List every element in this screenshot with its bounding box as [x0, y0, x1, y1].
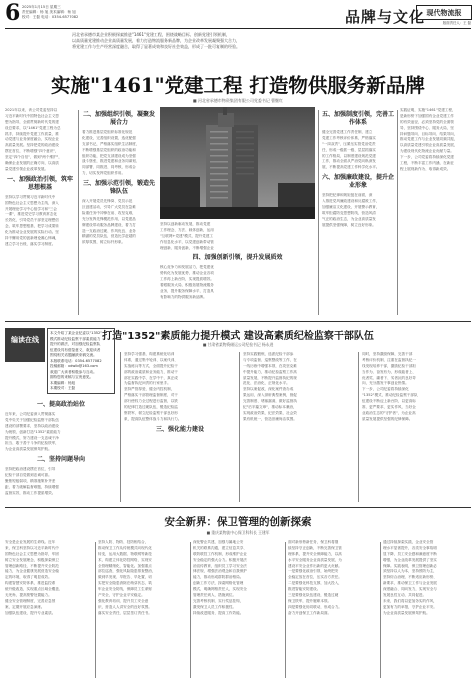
- text-line: 本期编辑：杨旭: [50, 380, 76, 385]
- article3-byline: ■ 重庆某物流中心保卫科科长 王建军: [206, 530, 270, 535]
- text-line: "互联网+党建"模式，提升党建工: [160, 233, 214, 238]
- text-line: 化为推动企业发展的实际行动。坚: [5, 230, 59, 235]
- text-line: 推动党建工作与企业发展同频共振，: [400, 137, 458, 142]
- text-line: 发展良性互动，共同促进。: [383, 593, 427, 598]
- article2-column-1: [5, 398, 117, 504]
- text-line: 一线历练中增强本领，在攻坚克难: [243, 363, 297, 368]
- text-line: 水平安全服务企业高质量发展，为: [288, 557, 342, 562]
- text-line: 深入开展党员先锋岗、党员示范: [82, 199, 133, 204]
- text-line: 精湛的党员队伍，营造比学赶超的: [82, 234, 136, 239]
- article1-column-5: [400, 108, 472, 318]
- text-line: 为企业高质量发展保驾护航。: [383, 610, 430, 615]
- text-line: 着力推进基层党组织标准化规范: [82, 130, 133, 134]
- text-line: 聚焦短板弱项，精准施策补齐差: [5, 479, 56, 484]
- text-line: 建设的部署要求，坚持以政治建设: [5, 423, 59, 428]
- text-line: 四是要强化协同联动，形成合力。: [288, 604, 342, 609]
- column-rule: [358, 352, 359, 502]
- text-line: 2021年以来，该公司党委坚持以: [5, 108, 58, 112]
- text-line: 本文介绍了某企业纪委以"1352": [50, 331, 102, 335]
- article3-column-3: [193, 540, 283, 680]
- text-line: 向，充分激发干事创业热情。: [362, 381, 409, 386]
- text-line: 术，构建立体化防控网络，实现安: [98, 557, 152, 562]
- text-line: 作信息化水平，以党建创新带动管: [160, 239, 214, 244]
- text-line: 展提供坚强保障，树立良好形象。: [322, 222, 376, 227]
- text-line: 筑牢拒腐防变思想防线，营造风清: [322, 210, 376, 215]
- text-line: 增强，为企业改革发展提供了坚实: [383, 557, 437, 562]
- text-line: 工作，推动全面从严治党向纵深发: [322, 159, 376, 164]
- text-line: 党中央关于加强纪检监察干部队伍: [5, 417, 59, 422]
- article1-headline: 实施"1461"党建工程 打造物供服务新品牌: [51, 74, 425, 97]
- text-line: 的纪律打造过硬队伍，锻造纪检监: [124, 405, 178, 410]
- article1-subhead-1: 一、加强政治引领，筑牢思想根基: [6, 175, 73, 191]
- text-line: 一课"，推进党史学习教育常态化: [5, 212, 57, 217]
- article2-subhead-1: 一、提高政治站位: [36, 401, 85, 408]
- text-line: 是新形势下加强国有企业党建工作: [400, 113, 454, 118]
- text-line: 质量发展，不断提升监督执纪的规: [243, 375, 297, 380]
- text-line: 显下降，员工安全感和满意度不断: [383, 551, 437, 556]
- text-line: 伍建设具有借鉴意义，欢迎读者: [50, 347, 101, 352]
- text-line: 核心竞争力和发展活力，把党建优: [160, 265, 214, 270]
- building-photo: [160, 107, 315, 219]
- text-line: 坚持以创新驱动发展，推动党建: [160, 222, 211, 226]
- text-line: 党建工作考核评价体系，严格落实: [322, 135, 376, 140]
- text-line: 推动保卫工作从传统模式向现代化: [98, 545, 152, 550]
- text-line: 实践证明，实施"1461"党建工程，: [400, 108, 456, 112]
- building-photo-graphic: [160, 107, 315, 219]
- text-line: 面对新形势新任务，保卫科将继: [288, 540, 339, 544]
- text-line: 伍建设不断迈上新台阶，以更高标: [362, 399, 416, 404]
- newspaper-name: 现代物流报: [416, 5, 472, 20]
- text-line: 体系，通过集中轮训、以案代训、: [124, 357, 178, 362]
- article3-column-4: [288, 540, 378, 680]
- text-line: 加强廉洁文化建设，开展警示教育，: [322, 205, 380, 210]
- text-line: 强化教育培训，提升员工安全意: [98, 598, 149, 603]
- text-line: 落实安全责任，层层签订责任书。: [98, 610, 152, 615]
- text-line: 机关的联系沟通，建立信息共享、: [193, 545, 247, 550]
- text-line: 二是要强化科技支撑，加大投入，: [288, 581, 342, 586]
- text-line: 长效化，引导党员干部坚定理想信: [5, 218, 59, 223]
- text-line: 量党建引领企业改革发展。: [5, 166, 49, 171]
- text-line: 完善制度、堵塞漏洞，做好监督执: [243, 399, 297, 404]
- text-line: 展，不断提高党建工作科学化水平。: [322, 165, 380, 170]
- text-line: 质量发展提供坚强的纪律保障。: [362, 416, 413, 421]
- text-line: 纪检干部自觉做到忠诚可靠。: [5, 473, 52, 478]
- article-divider: [5, 507, 471, 508]
- text-line: 果有机统一，营造崇廉尚洁氛围。: [243, 416, 297, 421]
- text-line: 期待您的来稿与宝贵意见。: [50, 375, 94, 379]
- text-line: 同时，坚持激励保障，完善干部: [362, 352, 413, 356]
- section-title: 品牌与文化: [345, 8, 426, 26]
- text-line: 定的环境，取得了明显成效。: [5, 575, 52, 580]
- article1-column-1: [5, 108, 75, 318]
- text-line: 案，定期开展应急演练。: [5, 604, 45, 609]
- text-line: 部的政治素质和业务能力，推动干: [124, 369, 178, 374]
- text-line: 来，保卫科坚持以习近平新时代中: [5, 545, 59, 550]
- text-line: 纪"后半篇文章"，推动标本兼治，: [243, 405, 297, 410]
- article3-column-5: [383, 540, 472, 680]
- column-rule: [120, 352, 121, 502]
- text-line: 能力，推动形成群防群治格局。: [193, 575, 244, 580]
- article1-subhead-4: 四、加强创新引领，提升发展质效: [192, 254, 283, 262]
- text-line: 安全稳定的强大合力。积极开展法: [193, 557, 247, 562]
- text-line: 近年来，公司纪委深入贯彻落实: [5, 412, 56, 416]
- text-line: 坚持人防、物防、技防相结合，: [98, 540, 149, 544]
- text-line: 浓厚氛围，树立标杆形象。: [82, 240, 126, 245]
- text-line: 更加有力的举措，守护企业平安。: [383, 604, 437, 609]
- text-line: 管理责任到人、措施到位。: [193, 593, 237, 598]
- text-line: 以高质量党建引领企业高质量发展，: [400, 143, 458, 148]
- text-line: 深化警企共建，加强与属地公安: [193, 540, 244, 544]
- text-line: 抓手，持续提升党建工作质量，推: [5, 131, 59, 136]
- text-line: 构建智慧安防体系，推进监控系: [5, 581, 56, 586]
- article2-column-2: [124, 352, 236, 504]
- page-editor: 版面责任人：王 磊: [442, 21, 471, 25]
- text-line: 本版联系电话：0354-6577082: [50, 358, 102, 363]
- text-line: 理水平显著提升，各类安全事故明: [383, 545, 437, 550]
- text-line: 下一步，公司纪委将持续深化: [362, 387, 409, 392]
- text-line: 优者奖、庸者下、劣者汰的良好导: [362, 375, 416, 380]
- text-line: 全管理精细化、智能化。加强重点: [98, 563, 152, 568]
- text-line: 摆在首位，不断增强"四个意识"，: [5, 149, 59, 154]
- text-line: 为监督执纪问责的行家里手。: [124, 381, 171, 386]
- text-line: 念，筑牢思想根基，把学习成果转: [5, 224, 59, 229]
- column-rule: [95, 542, 96, 678]
- text-line: 的有效途径，必须坚持党的全面领: [400, 119, 454, 124]
- text-line: 象，提高队伍整体战斗力和执行力。: [124, 416, 182, 421]
- article1-column-4: [322, 108, 394, 318]
- text-line: 入推进党风廉政建设和反腐败工作，: [322, 199, 380, 204]
- text-line: 严格落实干部管理监督制度，对干: [124, 393, 178, 398]
- page-meta: [22, 5, 78, 20]
- text-line: 与专项监督、巡察整改等工作，在: [243, 357, 297, 362]
- article2-column-4: [362, 352, 472, 504]
- text-line: 坚定"四个自信"，做到"两个维护"，: [5, 155, 62, 160]
- text-line: 持不懈用党的创新理论凝心铸魂，: [5, 236, 59, 241]
- text-line: 程上展现新作为、取得新成效。: [400, 166, 451, 171]
- article1-column-3: [160, 222, 315, 318]
- text-line: 树立安全发展理念，积极探索保卫: [5, 557, 59, 562]
- text-line: 支部书记，严格落实组织生活制度，: [82, 141, 140, 146]
- text-line: 国特色社会主义思想为主线，深入: [5, 200, 59, 205]
- text-line: 坚持以学习贯彻习近平新时代中: [5, 194, 56, 199]
- editor-note-label: 编读在线: [5, 328, 45, 362]
- text-line: 有影响力的物供服务新品牌。: [160, 294, 207, 299]
- text-line: 坚持综合治理，不断适应新形势、: [383, 575, 437, 580]
- article-divider: [5, 321, 471, 322]
- article3-headline: 安全新界：保卫管理的创新探索: [164, 516, 312, 528]
- column-rule: [318, 110, 319, 315]
- article1-subhead-6: 六、加强廉政建设，提升企业形象: [322, 174, 394, 190]
- meta-line: 责任编辑：杨 旭 美术编辑：杨 旭: [22, 10, 76, 14]
- text-line: 牌建设带动服务品牌建设，着力打: [82, 222, 136, 227]
- article1-byline: ■ 河北省承德市物资集团有限公司党委书记 曹继红: [192, 98, 284, 103]
- text-line: 奋力开创保卫工作新局面。: [288, 610, 332, 615]
- text-line: 着眼服务大局，积极拓展物流服务: [160, 283, 214, 288]
- text-line: 理创新、服务创新，不断增强企业: [160, 245, 214, 250]
- text-line: 充分发挥先锋模范作用，以党建品: [82, 216, 136, 221]
- text-line: 统升级改造，实现重点区域全覆盖、: [5, 587, 63, 592]
- text-line: 理体系，提升安全保障能力，以高: [288, 551, 342, 556]
- text-line: 管理创新路径，不断提升安全防范: [5, 563, 59, 568]
- article2-subhead-2: 二、坚持问题导向: [36, 456, 85, 464]
- text-line: 不断增强基层党组织的政治功能和: [82, 147, 136, 152]
- text-line: 部位巡查，强化风险隐患排查整治，: [98, 569, 156, 574]
- article2-subhead-3: 三、强化能力建设: [155, 425, 204, 433]
- article1-subhead-5: 五、加强制度引领，完善工作体系: [322, 111, 394, 126]
- text-line: 创新工作方法，探索网格化管理: [193, 581, 244, 586]
- text-line: 无死角，提高预警处置能力。: [5, 593, 52, 598]
- text-line: "一岗双责"，压紧压实管党治党责: [322, 141, 376, 146]
- text-line: 国特色社会主义思想为指导，牢固: [5, 551, 59, 556]
- text-line: 当作为、奋发有为，形成能者上、: [362, 369, 416, 374]
- text-line: 续坚持守正创新，不断完善保卫管: [288, 545, 342, 550]
- text-line: 建设平安企业作出新的更大贡献。: [288, 563, 342, 568]
- text-line: 转变，运用大数据、物联网等新技: [98, 551, 152, 556]
- text-line: 牢企业安全防线，保障员工生命财: [98, 587, 152, 592]
- text-line: 势转化为发展优势，推动企业各项: [160, 271, 214, 276]
- page-header: [0, 0, 476, 30]
- column-rule: [285, 542, 286, 678]
- text-line: 未来，我们将以更加务实的作风，: [383, 598, 437, 603]
- text-line: 保卫铁军，提升履职本领。: [288, 598, 332, 603]
- text-line: 同部署、同推进、同考核，形成合: [82, 165, 136, 170]
- text-line: 范化、法治化、正规化水平。: [243, 381, 290, 386]
- text-line: 为建设现代化物流企业贡献力量。: [400, 149, 454, 154]
- text-line: 本期校对：王磊: [50, 386, 76, 390]
- text-line: 导，坚持围绕中心、服务大局，坚: [400, 125, 454, 130]
- text-line: 欢迎广大读者积极参与互动。: [50, 369, 97, 374]
- text-line: 投稿邮箱：xdwlb@163.com: [50, 364, 98, 368]
- column-rule: [190, 542, 191, 678]
- text-line: 造一支政治过硬、作风优良、业务: [82, 228, 136, 233]
- text-line: 做到早发现、早报告、早处置，切: [98, 575, 152, 580]
- text-line: 健全安全管理制度，完善应急预: [5, 598, 56, 603]
- text-line: 坚持以案促改，深化案件查办成: [243, 387, 294, 392]
- text-line: 想为指导，全面贯彻新时代党的建: [5, 119, 59, 124]
- text-line: 模式，明确网格责任人，实现安全: [193, 587, 247, 592]
- page-number: 6: [5, 0, 21, 26]
- text-line: 战斗堡垒，推进党建和业务同谋划、: [82, 159, 140, 164]
- text-line: 部行使权力全过程进行监督，以铁: [124, 399, 178, 404]
- text-line: 高质量发展。坚持把党的政治建设: [5, 143, 59, 148]
- text-line: 工作再上新台阶，实现提质增效。: [160, 277, 214, 282]
- column-rule: [380, 542, 381, 678]
- text-line: 距，着力破解监督难题，持续增强: [5, 484, 59, 489]
- text-line: 开展理论学习中心组学习和"三会: [5, 206, 57, 211]
- text-line: 完善考核机制，实行奖惩挂钩，: [193, 598, 244, 603]
- text-line: 持续改进服务，提高工作效能。: [193, 610, 244, 615]
- text-line: 部在实践中学、在学中干，真正成: [124, 375, 178, 380]
- intro-line: 将党建工作与生产经营深度融合，取得了显著成效和良好社会效益，形成了一批可复制的经验。: [72, 44, 240, 49]
- text-line: 工程，不断丰富工作内涵，在新征: [400, 161, 454, 166]
- text-line: 为企业高质量发展保驾护航。: [5, 447, 52, 452]
- text-line: 果运用，深入剖析典型案例，督促: [243, 393, 297, 398]
- article1-subhead-2: 二、加强组织引领，凝聚发展合力: [82, 111, 155, 126]
- text-line: 任，形成一级抓一级、层层抓落实: [322, 147, 376, 152]
- text-line: 业务，提升服务保障水平，打造具: [160, 289, 214, 294]
- text-line: 新要求，推动保卫工作与企业发展: [383, 581, 437, 586]
- text-line: 坚持把纪律和规矩挺在前面，深: [322, 193, 373, 198]
- column-rule: [239, 352, 240, 502]
- meta-line: 2025年1月15日 星期三: [22, 5, 61, 9]
- text-line: 健全完善党建工作责任制，建立: [322, 130, 373, 134]
- text-line: 实把安全隐患消除在萌芽状态，筑: [98, 581, 152, 586]
- text-line: 加强队伍建设，提升专业素质。: [5, 610, 56, 615]
- text-line: 提升模式，努力建设一支忠诚干净: [5, 435, 59, 440]
- article2-headline: 打造"1352"素质能力提升模式 建设高素质纪检监察干部队伍: [102, 331, 374, 342]
- article1-column-2: [82, 108, 156, 318]
- text-line: 区创建活动，引导广大党员在急难: [82, 205, 136, 210]
- article2-byline: ■ 甘肃省某物资储运公司纪检书记 杨永进: [202, 342, 274, 347]
- text-line: 通过持续探索实践，企业安全管: [383, 540, 434, 544]
- text-line: 设总要求，以"1461"党建工程为总: [5, 125, 61, 130]
- text-line: 三是要强化队伍建设，锻造过硬: [288, 593, 339, 598]
- text-line: 察铁军，树立纪检监察干部良好形: [124, 410, 178, 415]
- text-line: 坚持学习强基，构建系统化培训: [124, 352, 175, 356]
- text-line: "1352"模式，推动纪检监察干部队: [362, 393, 418, 398]
- text-line: 下一步，公司党委将持续深化党建: [400, 155, 454, 160]
- text-line: 全稳定放在首位，压实各方责任。: [288, 575, 342, 580]
- text-line: 激发保卫人员工作积极性。: [193, 604, 237, 609]
- text-line: 须坚持以人为本，坚持预防为主，: [383, 569, 437, 574]
- editor-note-box: [47, 328, 115, 394]
- text-line: 中提升能力，推动纪检监察工作高: [243, 369, 297, 374]
- text-line: 联防联控工作机制，形成维护企业: [193, 551, 247, 556]
- text-line: 治宣传教育，组织员工学习安全法: [193, 563, 247, 568]
- text-line: 考核评价机制，注重在监督执纪一: [362, 357, 416, 362]
- text-line: 化建设，完善组织设置，选优配强: [82, 135, 136, 140]
- text-line: 深度融合、同向发力，实现安全与: [383, 587, 437, 592]
- text-line: 产安全，守护企业平安稳定。: [98, 593, 145, 598]
- text-line: 一是要强化政治引领，始终把安: [288, 569, 339, 574]
- text-line: 律法规，增强法治观念和自我保护: [193, 569, 247, 574]
- text-line: 准、更严要求、更实作风，当好企: [362, 405, 416, 410]
- text-line: 动党建与业务深度融合，实现企业: [5, 137, 59, 142]
- text-line: 的工作格局，以制度建设规范党建: [322, 153, 376, 158]
- intro-line: 河北省承德市某企业积极探索推进"1461"党建工程，围绕战略目标、创新党建引领机制，: [72, 32, 230, 37]
- text-line: 坚持严管厚爱，健全内控机制，: [124, 387, 175, 392]
- intro-paragraph: [72, 32, 404, 50]
- text-line: 为统领，创新打造"1352"素质能力: [5, 429, 61, 434]
- text-line: 持问题导向、目标导向、结果导向，: [400, 131, 458, 136]
- text-line: 实现政治效果、纪法效果、社会效: [243, 410, 297, 415]
- text-line: 气正的政治生态，为企业高质量发: [322, 216, 376, 221]
- header-rule: [5, 28, 471, 29]
- text-line: 监督实效，推动工作提质增效。: [5, 490, 56, 495]
- text-line: 组织功能，把党支部建设成为坚强: [82, 153, 136, 158]
- text-line: 工作理念、方法、载体创新，运用: [160, 227, 214, 232]
- text-line: 实战练兵等方式，全面提升纪检干: [124, 363, 178, 368]
- text-line: 提升的做法，对加强纪检监察队: [50, 342, 101, 346]
- column-rule: [397, 110, 398, 315]
- article1-subhead-3: 三、加强示范引领，锻造先锋队伍: [82, 180, 155, 196]
- article3-column-1: [5, 540, 93, 680]
- text-line: 保障。实践表明，保卫管理创新必: [383, 563, 437, 568]
- text-line: 识，营造人人讲安全的良好氛围。: [98, 604, 152, 609]
- text-line: 能力，为企业健康发展营造安全稳: [5, 569, 59, 574]
- text-line: 坚持实践锻炼，选派纪检干部参: [243, 352, 294, 356]
- text-line: 推进智能安防建设。: [288, 587, 321, 592]
- text-line: 担当、敢于善于斗争的纪检铁军，: [5, 441, 59, 446]
- text-line: 险重任务中冲锋在前、攻坚克难，: [82, 210, 136, 215]
- article2-column-3: [243, 352, 355, 504]
- text-line: 线发现培养干部，激励纪检干部担: [362, 363, 416, 368]
- text-line: 坚持把政治建设摆在首位，引导: [5, 467, 56, 472]
- text-line: 安全是企业发展的生命线。近年: [5, 540, 56, 544]
- column-rule: [78, 110, 79, 315]
- text-line: 确保企业发展的正确方向，以高质: [5, 161, 59, 166]
- text-line: 围绕相关话题踊跃来稿交流。: [50, 353, 97, 357]
- text-line: 建立学习台账，落实学习制度。: [5, 241, 56, 246]
- text-line: 力，切实发挥党组织作用。: [82, 171, 126, 176]
- text-line: 模式推动纪检监察干部素质能力: [50, 336, 101, 341]
- article3-column-2: [98, 540, 188, 680]
- meta-line: 校对：王磊 电话：0354-6577082: [22, 15, 79, 19]
- text-line: 习近平新时代中国特色社会主义思: [5, 113, 59, 118]
- intro-line: 以高质量党建推动企业高质量发展，着力打造物流服务新品牌，为企业改革发展凝聚强大合力，: [72, 38, 240, 43]
- text-line: 业政治生态的"守护者"，为企业高: [362, 410, 416, 415]
